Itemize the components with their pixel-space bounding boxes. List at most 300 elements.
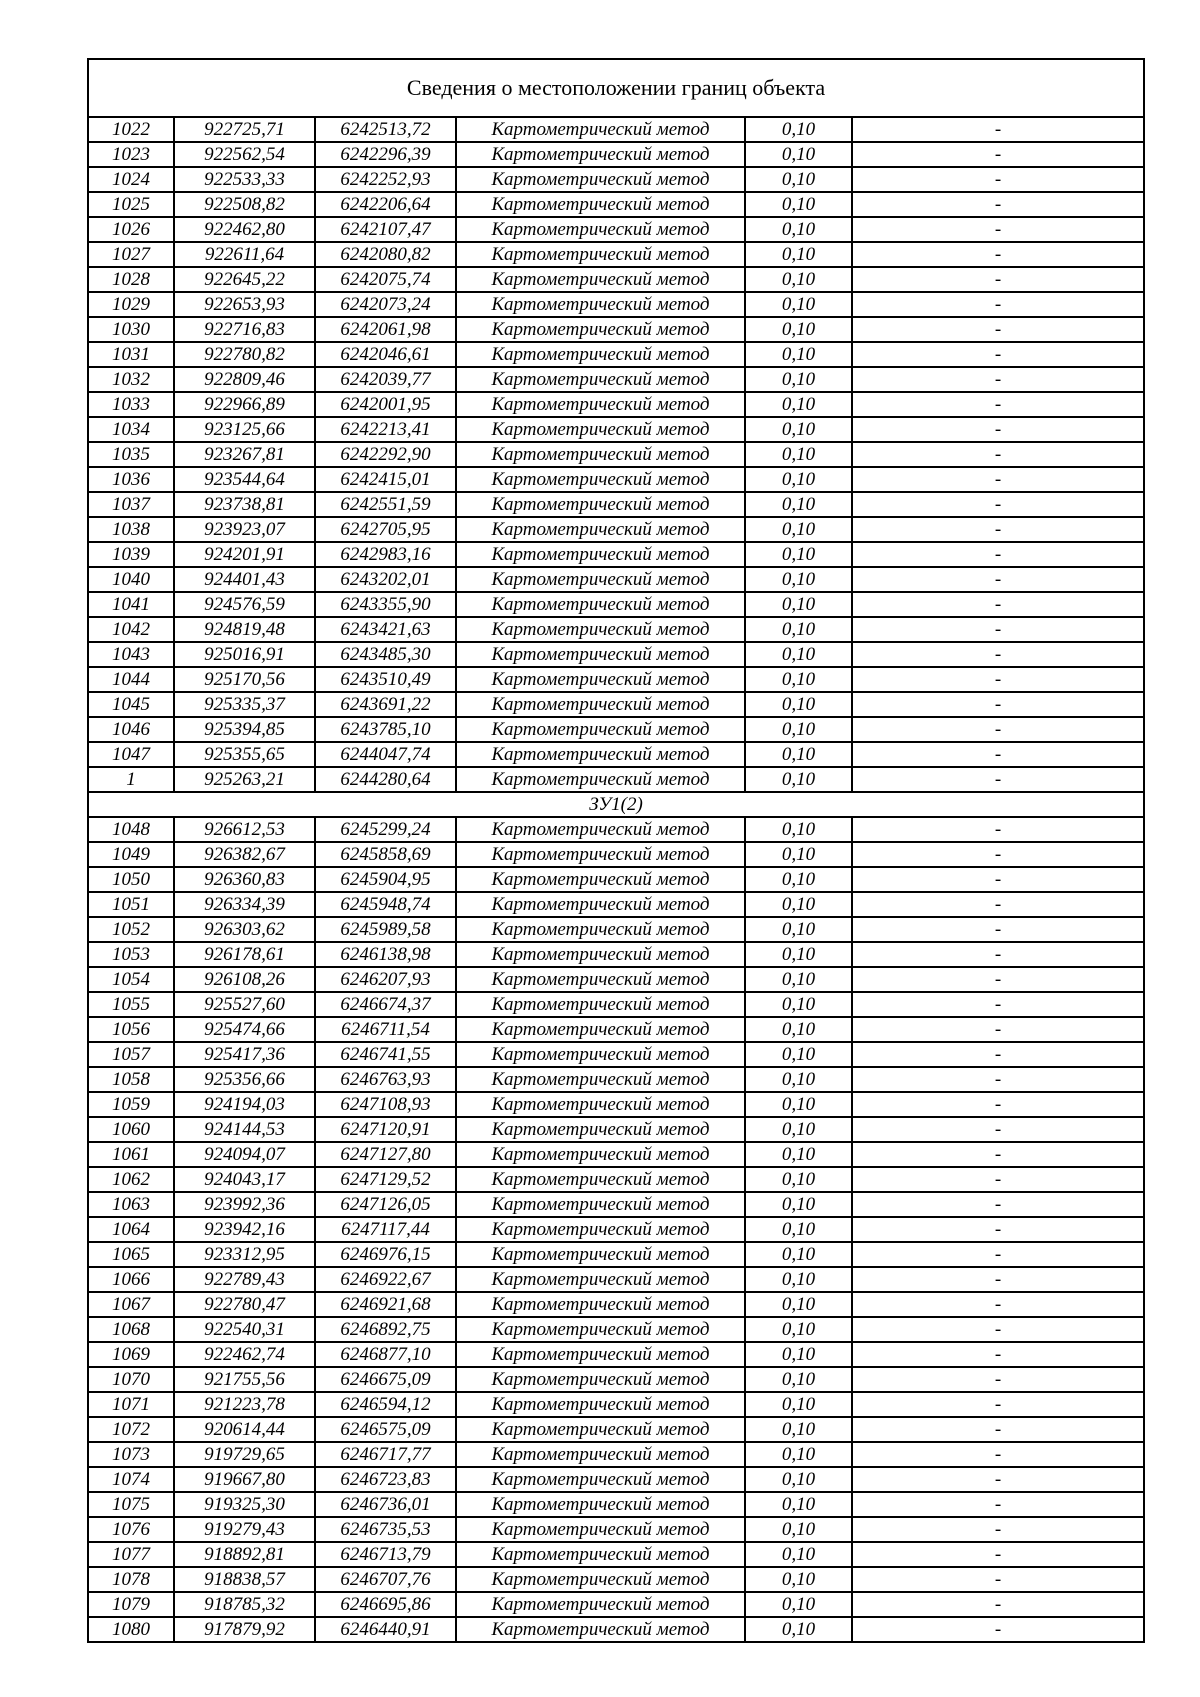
description-cell: - [852, 942, 1144, 967]
x-coordinate-cell: 924094,07 [174, 1142, 315, 1167]
description-cell: - [852, 567, 1144, 592]
y-coordinate-cell: 6246763,93 [315, 1067, 456, 1092]
description-cell: - [852, 1317, 1144, 1342]
point-number-cell: 1024 [88, 167, 174, 192]
x-coordinate-cell: 922716,83 [174, 317, 315, 342]
y-coordinate-cell: 6245858,69 [315, 842, 456, 867]
point-number-cell: 1065 [88, 1242, 174, 1267]
table-row [88, 1542, 1144, 1567]
point-number-cell: 1066 [88, 1267, 174, 1292]
accuracy-cell: 0,10 [745, 942, 852, 967]
x-coordinate-cell: 924201,91 [174, 542, 315, 567]
table-row [88, 167, 1144, 192]
x-coordinate-cell: 922540,31 [174, 1317, 315, 1342]
y-coordinate-cell: 6245948,74 [315, 892, 456, 917]
table-row [88, 342, 1144, 367]
y-coordinate-cell: 6246675,09 [315, 1367, 456, 1392]
accuracy-cell: 0,10 [745, 742, 852, 767]
table-row [88, 1492, 1144, 1517]
point-number-cell: 1053 [88, 942, 174, 967]
table-row [88, 392, 1144, 417]
method-cell: Картометрический метод [456, 142, 745, 167]
accuracy-cell: 0,10 [745, 267, 852, 292]
table-row [88, 1342, 1144, 1367]
accuracy-cell: 0,10 [745, 1442, 852, 1467]
accuracy-cell: 0,10 [745, 1242, 852, 1267]
point-number-cell: 1074 [88, 1467, 174, 1492]
method-cell: Картометрический метод [456, 517, 745, 542]
x-coordinate-cell: 922780,47 [174, 1292, 315, 1317]
accuracy-cell: 0,10 [745, 292, 852, 317]
accuracy-cell: 0,10 [745, 1117, 852, 1142]
point-number-cell: 1036 [88, 467, 174, 492]
method-cell: Картометрический метод [456, 442, 745, 467]
description-cell: - [852, 1392, 1144, 1417]
y-coordinate-cell: 6242046,61 [315, 342, 456, 367]
point-number-cell: 1033 [88, 392, 174, 417]
table-row [88, 1367, 1144, 1392]
y-coordinate-cell: 6246711,54 [315, 1017, 456, 1042]
point-number-cell: 1025 [88, 192, 174, 217]
method-cell: Картометрический метод [456, 1317, 745, 1342]
y-coordinate-cell: 6246723,83 [315, 1467, 456, 1492]
table-row [88, 1392, 1144, 1417]
accuracy-cell: 0,10 [745, 1067, 852, 1092]
x-coordinate-cell: 922780,82 [174, 342, 315, 367]
method-cell: Картометрический метод [456, 1542, 745, 1567]
accuracy-cell: 0,10 [745, 1217, 852, 1242]
point-number-cell: 1061 [88, 1142, 174, 1167]
table-row [88, 592, 1144, 617]
method-cell: Картометрический метод [456, 1442, 745, 1467]
x-coordinate-cell: 925527,60 [174, 992, 315, 1017]
description-cell: - [852, 592, 1144, 617]
description-cell: - [852, 1542, 1144, 1567]
point-number-cell: 1 [88, 767, 174, 792]
method-cell: Картометрический метод [456, 892, 745, 917]
accuracy-cell: 0,10 [745, 342, 852, 367]
y-coordinate-cell: 6246707,76 [315, 1567, 456, 1592]
method-cell: Картометрический метод [456, 1192, 745, 1217]
y-coordinate-cell: 6246138,98 [315, 942, 456, 967]
x-coordinate-cell: 921755,56 [174, 1367, 315, 1392]
y-coordinate-cell: 6247126,05 [315, 1192, 456, 1217]
accuracy-cell: 0,10 [745, 1292, 852, 1317]
point-number-cell: 1051 [88, 892, 174, 917]
table-row [88, 1292, 1144, 1317]
accuracy-cell: 0,10 [745, 1467, 852, 1492]
accuracy-cell: 0,10 [745, 892, 852, 917]
description-cell: - [852, 1442, 1144, 1467]
y-coordinate-cell: 6242252,93 [315, 167, 456, 192]
point-number-cell: 1070 [88, 1367, 174, 1392]
x-coordinate-cell: 921223,78 [174, 1392, 315, 1417]
y-coordinate-cell: 6242073,24 [315, 292, 456, 317]
method-cell: Картометрический метод [456, 592, 745, 617]
accuracy-cell: 0,10 [745, 1192, 852, 1217]
point-number-cell: 1064 [88, 1217, 174, 1242]
method-cell: Картометрический метод [456, 867, 745, 892]
table-row [88, 867, 1144, 892]
y-coordinate-cell: 6246575,09 [315, 1417, 456, 1442]
method-cell: Картометрический метод [456, 1417, 745, 1442]
point-number-cell: 1031 [88, 342, 174, 367]
y-coordinate-cell: 6242080,82 [315, 242, 456, 267]
description-cell: - [852, 1517, 1144, 1542]
method-cell: Картометрический метод [456, 217, 745, 242]
accuracy-cell: 0,10 [745, 1417, 852, 1442]
method-cell: Картометрический метод [456, 192, 745, 217]
point-number-cell: 1075 [88, 1492, 174, 1517]
y-coordinate-cell: 6243785,10 [315, 717, 456, 742]
table-row [88, 292, 1144, 317]
y-coordinate-cell: 6247129,52 [315, 1167, 456, 1192]
description-cell: - [852, 117, 1144, 142]
accuracy-cell: 0,10 [745, 117, 852, 142]
x-coordinate-cell: 926382,67 [174, 842, 315, 867]
description-cell: - [852, 317, 1144, 342]
point-number-cell: 1032 [88, 367, 174, 392]
x-coordinate-cell: 923942,16 [174, 1217, 315, 1242]
y-coordinate-cell: 6243202,01 [315, 567, 456, 592]
accuracy-cell: 0,10 [745, 1267, 852, 1292]
x-coordinate-cell: 925356,66 [174, 1067, 315, 1092]
x-coordinate-cell: 925170,56 [174, 667, 315, 692]
y-coordinate-cell: 6247127,80 [315, 1142, 456, 1167]
x-coordinate-cell: 922462,80 [174, 217, 315, 242]
accuracy-cell: 0,10 [745, 542, 852, 567]
method-cell: Картометрический метод [456, 1092, 745, 1117]
y-coordinate-cell: 6243691,22 [315, 692, 456, 717]
y-coordinate-cell: 6245904,95 [315, 867, 456, 892]
table-row [88, 367, 1144, 392]
table-row [88, 642, 1144, 667]
description-cell: - [852, 1567, 1144, 1592]
point-number-cell: 1027 [88, 242, 174, 267]
y-coordinate-cell: 6242296,39 [315, 142, 456, 167]
accuracy-cell: 0,10 [745, 567, 852, 592]
x-coordinate-cell: 922533,33 [174, 167, 315, 192]
description-cell: - [852, 417, 1144, 442]
y-coordinate-cell: 6246735,53 [315, 1517, 456, 1542]
table-row [88, 242, 1144, 267]
description-cell: - [852, 192, 1144, 217]
point-number-cell: 1042 [88, 617, 174, 642]
method-cell: Картометрический метод [456, 117, 745, 142]
method-cell: Картометрический метод [456, 767, 745, 792]
accuracy-cell: 0,10 [745, 317, 852, 342]
description-cell: - [852, 442, 1144, 467]
accuracy-cell: 0,10 [745, 1392, 852, 1417]
table-row [88, 692, 1144, 717]
table-row [88, 1442, 1144, 1467]
y-coordinate-cell: 6246207,93 [315, 967, 456, 992]
accuracy-cell: 0,10 [745, 667, 852, 692]
point-number-cell: 1026 [88, 217, 174, 242]
point-number-cell: 1068 [88, 1317, 174, 1342]
description-cell: - [852, 1592, 1144, 1617]
point-number-cell: 1063 [88, 1192, 174, 1217]
description-cell: - [852, 542, 1144, 567]
point-number-cell: 1057 [88, 1042, 174, 1067]
description-cell: - [852, 142, 1144, 167]
method-cell: Картометрический метод [456, 617, 745, 642]
x-coordinate-cell: 925355,65 [174, 742, 315, 767]
accuracy-cell: 0,10 [745, 917, 852, 942]
description-cell: - [852, 292, 1144, 317]
point-number-cell: 1054 [88, 967, 174, 992]
accuracy-cell: 0,10 [745, 767, 852, 792]
point-number-cell: 1045 [88, 692, 174, 717]
method-cell: Картометрический метод [456, 1267, 745, 1292]
accuracy-cell: 0,10 [745, 1042, 852, 1067]
y-coordinate-cell: 6242513,72 [315, 117, 456, 142]
description-cell: - [852, 1417, 1144, 1442]
method-cell: Картометрический метод [456, 1142, 745, 1167]
point-number-cell: 1043 [88, 642, 174, 667]
point-number-cell: 1044 [88, 667, 174, 692]
x-coordinate-cell: 925263,21 [174, 767, 315, 792]
accuracy-cell: 0,10 [745, 967, 852, 992]
method-cell: Картометрический метод [456, 1167, 745, 1192]
x-coordinate-cell: 925394,85 [174, 717, 315, 742]
table-row [88, 942, 1144, 967]
accuracy-cell: 0,10 [745, 467, 852, 492]
point-number-cell: 1059 [88, 1092, 174, 1117]
table-row [88, 1167, 1144, 1192]
x-coordinate-cell: 920614,44 [174, 1417, 315, 1442]
x-coordinate-cell: 919279,43 [174, 1517, 315, 1542]
section-label: ЗУ1(2) [88, 792, 1144, 817]
table-row [88, 467, 1144, 492]
table-row [88, 717, 1144, 742]
method-cell: Картометрический метод [456, 692, 745, 717]
accuracy-cell: 0,10 [745, 817, 852, 842]
method-cell: Картометрический метод [456, 842, 745, 867]
accuracy-cell: 0,10 [745, 1567, 852, 1592]
description-cell: - [852, 1142, 1144, 1167]
method-cell: Картометрический метод [456, 942, 745, 967]
table-row [88, 1317, 1144, 1342]
accuracy-cell: 0,10 [745, 492, 852, 517]
description-cell: - [852, 1467, 1144, 1492]
accuracy-cell: 0,10 [745, 1142, 852, 1167]
table-row [88, 1092, 1144, 1117]
method-cell: Картометрический метод [456, 642, 745, 667]
point-number-cell: 1058 [88, 1067, 174, 1092]
y-coordinate-cell: 6242551,59 [315, 492, 456, 517]
x-coordinate-cell: 924819,48 [174, 617, 315, 642]
description-cell: - [852, 217, 1144, 242]
table-row [88, 567, 1144, 592]
table-row [88, 1417, 1144, 1442]
y-coordinate-cell: 6242705,95 [315, 517, 456, 542]
table-row [88, 192, 1144, 217]
x-coordinate-cell: 925474,66 [174, 1017, 315, 1042]
x-coordinate-cell: 922653,93 [174, 292, 315, 317]
x-coordinate-cell: 922462,74 [174, 1342, 315, 1367]
table-row [88, 1217, 1144, 1242]
x-coordinate-cell: 922966,89 [174, 392, 315, 417]
x-coordinate-cell: 922725,71 [174, 117, 315, 142]
y-coordinate-cell: 6244280,64 [315, 767, 456, 792]
table-row [88, 617, 1144, 642]
y-coordinate-cell: 6245299,24 [315, 817, 456, 842]
section-row [88, 792, 1144, 817]
point-number-cell: 1062 [88, 1167, 174, 1192]
description-cell: - [852, 492, 1144, 517]
y-coordinate-cell: 6242001,95 [315, 392, 456, 417]
y-coordinate-cell: 6243421,63 [315, 617, 456, 642]
table-row [88, 217, 1144, 242]
description-cell: - [852, 467, 1144, 492]
x-coordinate-cell: 923544,64 [174, 467, 315, 492]
point-number-cell: 1022 [88, 117, 174, 142]
y-coordinate-cell: 6242292,90 [315, 442, 456, 467]
table-row [88, 117, 1144, 142]
method-cell: Картометрический метод [456, 1067, 745, 1092]
y-coordinate-cell: 6246713,79 [315, 1542, 456, 1567]
description-cell: - [852, 392, 1144, 417]
description-cell: - [852, 767, 1144, 792]
method-cell: Картометрический метод [456, 367, 745, 392]
y-coordinate-cell: 6242213,41 [315, 417, 456, 442]
description-cell: - [852, 1217, 1144, 1242]
accuracy-cell: 0,10 [745, 142, 852, 167]
method-cell: Картометрический метод [456, 392, 745, 417]
y-coordinate-cell: 6245989,58 [315, 917, 456, 942]
description-cell: - [852, 617, 1144, 642]
description-cell: - [852, 1617, 1144, 1642]
method-cell: Картометрический метод [456, 1242, 745, 1267]
accuracy-cell: 0,10 [745, 1167, 852, 1192]
x-coordinate-cell: 923312,95 [174, 1242, 315, 1267]
method-cell: Картометрический метод [456, 717, 745, 742]
table-row [88, 1017, 1144, 1042]
description-cell: - [852, 642, 1144, 667]
description-cell: - [852, 1242, 1144, 1267]
description-cell: - [852, 992, 1144, 1017]
y-coordinate-cell: 6246976,15 [315, 1242, 456, 1267]
point-number-cell: 1055 [88, 992, 174, 1017]
x-coordinate-cell: 926178,61 [174, 942, 315, 967]
accuracy-cell: 0,10 [745, 517, 852, 542]
accuracy-cell: 0,10 [745, 842, 852, 867]
method-cell: Картометрический метод [456, 992, 745, 1017]
description-cell: - [852, 1167, 1144, 1192]
table-row [88, 842, 1144, 867]
description-cell: - [852, 1042, 1144, 1067]
y-coordinate-cell: 6246877,10 [315, 1342, 456, 1367]
description-cell: - [852, 1342, 1144, 1367]
y-coordinate-cell: 6246440,91 [315, 1617, 456, 1642]
x-coordinate-cell: 924043,17 [174, 1167, 315, 1192]
x-coordinate-cell: 924401,43 [174, 567, 315, 592]
x-coordinate-cell: 918838,57 [174, 1567, 315, 1592]
table-row [88, 267, 1144, 292]
y-coordinate-cell: 6243510,49 [315, 667, 456, 692]
point-number-cell: 1052 [88, 917, 174, 942]
x-coordinate-cell: 924194,03 [174, 1092, 315, 1117]
point-number-cell: 1023 [88, 142, 174, 167]
y-coordinate-cell: 6247117,44 [315, 1217, 456, 1242]
x-coordinate-cell: 923267,81 [174, 442, 315, 467]
y-coordinate-cell: 6246674,37 [315, 992, 456, 1017]
method-cell: Картометрический метод [456, 1567, 745, 1592]
accuracy-cell: 0,10 [745, 617, 852, 642]
table-row [88, 1617, 1144, 1642]
y-coordinate-cell: 6243485,30 [315, 642, 456, 667]
accuracy-cell: 0,10 [745, 442, 852, 467]
method-cell: Картометрический метод [456, 467, 745, 492]
description-cell: - [852, 1492, 1144, 1517]
description-cell: - [852, 1192, 1144, 1217]
point-number-cell: 1030 [88, 317, 174, 342]
accuracy-cell: 0,10 [745, 217, 852, 242]
description-cell: - [852, 892, 1144, 917]
method-cell: Картометрический метод [456, 317, 745, 342]
method-cell: Картометрический метод [456, 1467, 745, 1492]
method-cell: Картометрический метод [456, 1342, 745, 1367]
point-number-cell: 1039 [88, 542, 174, 567]
boundary-table [87, 58, 1145, 1643]
x-coordinate-cell: 922789,43 [174, 1267, 315, 1292]
x-coordinate-cell: 925335,37 [174, 692, 315, 717]
description-cell: - [852, 267, 1144, 292]
point-number-cell: 1056 [88, 1017, 174, 1042]
method-cell: Картометрический метод [456, 1117, 745, 1142]
table-row [88, 892, 1144, 917]
x-coordinate-cell: 922562,54 [174, 142, 315, 167]
method-cell: Картометрический метод [456, 1042, 745, 1067]
description-cell: - [852, 742, 1144, 767]
x-coordinate-cell: 922508,82 [174, 192, 315, 217]
description-cell: - [852, 1067, 1144, 1092]
table-row [88, 917, 1144, 942]
accuracy-cell: 0,10 [745, 642, 852, 667]
point-number-cell: 1047 [88, 742, 174, 767]
accuracy-cell: 0,10 [745, 242, 852, 267]
table-row [88, 542, 1144, 567]
point-number-cell: 1060 [88, 1117, 174, 1142]
table-row [88, 767, 1144, 792]
accuracy-cell: 0,10 [745, 392, 852, 417]
table-row [88, 1042, 1144, 1067]
table-row [88, 1267, 1144, 1292]
method-cell: Картометрический метод [456, 1617, 745, 1642]
x-coordinate-cell: 923923,07 [174, 517, 315, 542]
table-row [88, 817, 1144, 842]
point-number-cell: 1079 [88, 1592, 174, 1617]
table-row [88, 442, 1144, 467]
table-row [88, 1467, 1144, 1492]
accuracy-cell: 0,10 [745, 717, 852, 742]
method-cell: Картометрический метод [456, 817, 745, 842]
point-number-cell: 1028 [88, 267, 174, 292]
x-coordinate-cell: 923125,66 [174, 417, 315, 442]
description-cell: - [852, 1292, 1144, 1317]
point-number-cell: 1073 [88, 1442, 174, 1467]
y-coordinate-cell: 6242415,01 [315, 467, 456, 492]
table-row [88, 1117, 1144, 1142]
y-coordinate-cell: 6246921,68 [315, 1292, 456, 1317]
x-coordinate-cell: 919325,30 [174, 1492, 315, 1517]
x-coordinate-cell: 922645,22 [174, 267, 315, 292]
y-coordinate-cell: 6247120,91 [315, 1117, 456, 1142]
title-row [88, 59, 1144, 117]
method-cell: Картометрический метод [456, 967, 745, 992]
table-row [88, 1142, 1144, 1167]
